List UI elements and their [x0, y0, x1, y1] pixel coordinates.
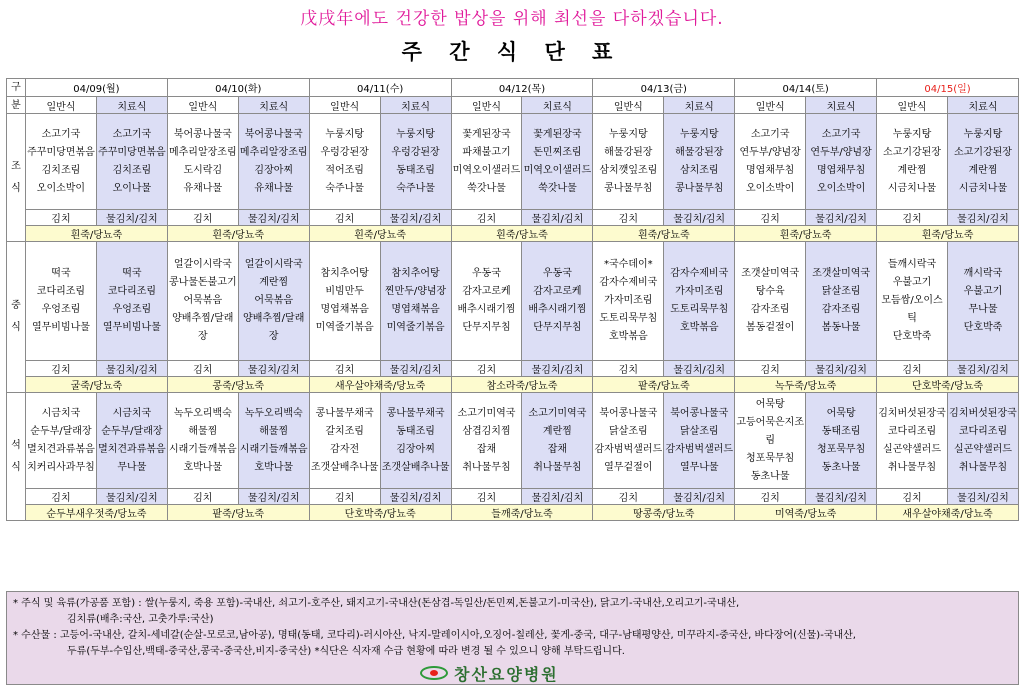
- dinner-therapy-dishes: 김치버섯된장국 코다리조림 실곤약샐러드 취나물무침: [947, 393, 1018, 489]
- lunch-porridge-row: [7, 377, 1019, 393]
- kimchi-general: 김치: [167, 361, 238, 377]
- kimchi-general: 김치: [451, 210, 522, 226]
- notes-line: * 수산물 : 고등어-국내산, 갈치-세네갈(순살-모로코,남아공), 명태(동태, 코다리)-러시아산, 낙지-말레이시아,오징어-칠레산, 꽃게-중국, 대구-남태평양산, 미꾸라지-중국산, 바다장어(신물)-국내산,: [13, 630, 856, 641]
- kimchi-general: 김치: [26, 361, 97, 377]
- type-general: 일반식: [26, 97, 97, 114]
- dinner-therapy-dishes: 콩나물무채국 동태조림 김장아찌 조갯살배추나물: [380, 393, 451, 489]
- kimchi-therapy: 물김치/김치: [947, 361, 1018, 377]
- lunch-general-dishes: 참치추어탕 비빔만두 명엽채볶음 미역줄기볶음: [309, 242, 380, 361]
- lunch-therapy-dishes: 조갯살미역국 닭살조림 감자조림 봄동나물: [806, 242, 877, 361]
- lunch-therapy-dishes: 깨시락국 우불고기 무나물 단호박죽: [947, 242, 1018, 361]
- lunch-general-dishes: 들깨시락국 우불고기 모듬쌈/오이스틱 단호박죽: [877, 242, 948, 361]
- notes-line: 김치류(배추:국산, 고춧가루:국산): [67, 614, 214, 625]
- hospital-logo: [420, 664, 559, 682]
- dinner-dish-row: [7, 393, 1019, 489]
- porridge-cell: 새우살야채죽/당뇨죽: [309, 377, 451, 393]
- dinner-general-dishes: 김치버섯된장국 코다리조림 실곤약샐러드 취나물무침: [877, 393, 948, 489]
- dinner-therapy-dishes: 어묵탕 동태조림 청포묵무침 동초나물: [806, 393, 877, 489]
- breakfast-general-dishes: 누룽지탕 소고기강된장 계란찜 시금치나물: [877, 114, 948, 210]
- dinner-label: 석 식: [7, 393, 26, 521]
- type-therapy: 치료식: [806, 97, 877, 114]
- kimchi-therapy: 물김치/김치: [522, 489, 593, 505]
- kimchi-therapy: 물김치/김치: [522, 210, 593, 226]
- type-general: 일반식: [877, 97, 948, 114]
- lunch-general-dishes: 얼갈이시락국 콩나물돈불고기 어묵볶음 양배추찜/달래장: [167, 242, 238, 361]
- dinner-therapy-dishes: 시금치국 순두부/달래장 멸치견과류볶음 무나물: [96, 393, 167, 489]
- type-therapy: 치료식: [522, 97, 593, 114]
- porridge-cell: 순두부새우젓죽/당뇨죽: [26, 505, 168, 521]
- porridge-cell: 단호박죽/당뇨죽: [877, 377, 1019, 393]
- porridge-cell: 단호박죽/당뇨죽: [309, 505, 451, 521]
- day-date: 04/09(월): [26, 79, 168, 97]
- kimchi-therapy: 물김치/김치: [806, 210, 877, 226]
- dinner-general-dishes: 시금치국 순두부/달래장 멸치견과류볶음 치커리사과무침: [26, 393, 97, 489]
- kimchi-therapy: 물김치/김치: [664, 489, 735, 505]
- kimchi-general: 김치: [167, 210, 238, 226]
- breakfast-therapy-dishes: 누룽지탕 소고기강된장 계란찜 시금치나물: [947, 114, 1018, 210]
- breakfast-therapy-dishes: 소고기국 주꾸미당면볶음 김치조림 오이나물: [96, 114, 167, 210]
- kimchi-therapy: 물김치/김치: [238, 489, 309, 505]
- breakfast-porridge-row: [7, 226, 1019, 242]
- porridge-cell: 흰죽/당뇨죽: [877, 226, 1019, 242]
- kimchi-therapy: 물김치/김치: [238, 361, 309, 377]
- kimchi-general: 김치: [593, 489, 664, 505]
- porridge-cell: 흰죽/당뇨죽: [167, 226, 309, 242]
- kimchi-therapy: 물김치/김치: [238, 210, 309, 226]
- corner-label: 분: [7, 97, 26, 114]
- kimchi-general: 김치: [593, 210, 664, 226]
- porridge-cell: 녹두죽/당뇨죽: [735, 377, 877, 393]
- breakfast-kimchi-row: [7, 210, 1019, 226]
- lunch-dish-row: [7, 242, 1019, 361]
- day-date: 04/15(일): [877, 79, 1019, 97]
- day-date: 04/12(목): [451, 79, 593, 97]
- breakfast-therapy-dishes: 북어콩나물국 메추리알장조림 김장아찌 유채나물: [238, 114, 309, 210]
- lunch-therapy-dishes: 참치추어탕 찐만두/양념장 명엽채볶음 미역줄기볶음: [380, 242, 451, 361]
- lunch-therapy-dishes: 우동국 감자고로케 배추시래기찜 단무지무침: [522, 242, 593, 361]
- kimchi-therapy: 물김치/김치: [380, 210, 451, 226]
- lunch-kimchi-row: [7, 361, 1019, 377]
- dinner-therapy-dishes: 녹두오리백숙 해물찜 시래기들깨볶음 호박나물: [238, 393, 309, 489]
- corner-label: 구: [7, 79, 26, 97]
- breakfast-therapy-dishes: 누룽지탕 우렁강된장 동태조림 숙주나물: [380, 114, 451, 210]
- kimchi-general: 김치: [309, 489, 380, 505]
- kimchi-general: 김치: [26, 489, 97, 505]
- type-general: 일반식: [593, 97, 664, 114]
- type-therapy: 치료식: [380, 97, 451, 114]
- kimchi-general: 김치: [26, 210, 97, 226]
- hospital-name: 창산요양병원: [454, 664, 559, 684]
- porridge-cell: 들깨죽/당뇨죽: [451, 505, 593, 521]
- dinner-kimchi-row: [7, 489, 1019, 505]
- porridge-cell: 참소라죽/당뇨죽: [451, 377, 593, 393]
- kimchi-therapy: 물김치/김치: [664, 210, 735, 226]
- kimchi-therapy: 물김치/김치: [96, 361, 167, 377]
- porridge-cell: 팥죽/당뇨죽: [167, 505, 309, 521]
- lunch-therapy-dishes: 떡국 코다리조림 우엉조림 열무비빔나물: [96, 242, 167, 361]
- type-general: 일반식: [167, 97, 238, 114]
- kimchi-general: 김치: [309, 361, 380, 377]
- kimchi-therapy: 물김치/김치: [947, 489, 1018, 505]
- kimchi-general: 김치: [735, 489, 806, 505]
- kimchi-general: 김치: [735, 361, 806, 377]
- kimchi-general: 김치: [309, 210, 380, 226]
- breakfast-label: 조 식: [7, 114, 26, 242]
- kimchi-therapy: 물김치/김치: [806, 489, 877, 505]
- breakfast-general-dishes: 소고기국 주꾸미당면볶음 김치조림 오이소박이: [26, 114, 97, 210]
- lunch-general-dishes: 조갯살미역국 탕수육 감자조림 봄동겉절이: [735, 242, 806, 361]
- dinner-general-dishes: 녹두오리백숙 해물찜 시래기들깨볶음 호박나물: [167, 393, 238, 489]
- notes-line: 두류(두부-수입산,백태-중국산,콩국-중국산,비지-중국산) *식단은 식자재 수급 현황에 따라 변경 될 수 있으니 양해 부탁드립니다.: [67, 646, 625, 657]
- date-row: [7, 79, 1019, 97]
- dinner-general-dishes: 소고기미역국 삼겹김치찜 잡채 취나물무침: [451, 393, 522, 489]
- lunch-general-dishes: 우동국 감자고로케 배추시래기찜 단무지무침: [451, 242, 522, 361]
- breakfast-dish-row: [7, 114, 1019, 210]
- porridge-cell: 굴죽/당뇨죽: [26, 377, 168, 393]
- breakfast-therapy-dishes: 소고기국 연두부/양념장 명엽채무침 오이소박이: [806, 114, 877, 210]
- breakfast-general-dishes: 누룽지탕 해물강된장 삼치깻잎조림 콩나물무침: [593, 114, 664, 210]
- breakfast-therapy-dishes: 꽃게된장국 돈민찌조림 미역오이샐러드 쑥갓나물: [522, 114, 593, 210]
- lunch-therapy-dishes: 얼갈이시락국 계란찜 어묵볶음 양배추찜/달래장: [238, 242, 309, 361]
- kimchi-therapy: 물김치/김치: [96, 489, 167, 505]
- kimchi-general: 김치: [877, 361, 948, 377]
- type-therapy: 치료식: [238, 97, 309, 114]
- breakfast-general-dishes: 꽃게된장국 파채불고기 미역오이샐러드 쑥갓나물: [451, 114, 522, 210]
- notes-line: * 주식 및 육류(가공품 포함) : 쌀(누룽지, 죽용 포함)-국내산, 쇠고기-호주산, 돼지고기-국내산(돈삼겹-독일산/돈민찌,돈불고기-미국산), 닭고기-국내산,오리고기-국내산,: [13, 598, 740, 609]
- type-row: [7, 97, 1019, 114]
- type-therapy: 치료식: [96, 97, 167, 114]
- kimchi-therapy: 물김치/김치: [522, 361, 593, 377]
- dinner-porridge-row: [7, 505, 1019, 521]
- breakfast-general-dishes: 누룽지탕 우렁강된장 적어조림 숙주나물: [309, 114, 380, 210]
- weekly-menu-table: [6, 78, 1019, 521]
- type-general: 일반식: [309, 97, 380, 114]
- day-date: 04/13(금): [593, 79, 735, 97]
- porridge-cell: 흰죽/당뇨죽: [735, 226, 877, 242]
- page-title: 주 간 식 단 표: [401, 40, 623, 64]
- type-therapy: 치료식: [664, 97, 735, 114]
- kimchi-general: 김치: [451, 489, 522, 505]
- dinner-general-dishes: 북어콩나물국 닭살조림 감자범벅샐러드 열무겉절이: [593, 393, 664, 489]
- lunch-general-dishes: 떡국 코다리조림 우엉조림 열무비빔나물: [26, 242, 97, 361]
- breakfast-therapy-dishes: 누룽지탕 해물강된장 삼치조림 콩나물무침: [664, 114, 735, 210]
- kimchi-general: 김치: [593, 361, 664, 377]
- porridge-cell: 미역죽/당뇨죽: [735, 505, 877, 521]
- type-therapy: 치료식: [947, 97, 1018, 114]
- porridge-cell: 콩죽/당뇨죽: [167, 377, 309, 393]
- kimchi-therapy: 물김치/김치: [380, 489, 451, 505]
- porridge-cell: 흰죽/당뇨죽: [26, 226, 168, 242]
- kimchi-general: 김치: [735, 210, 806, 226]
- porridge-cell: 새우살야채죽/당뇨죽: [877, 505, 1019, 521]
- porridge-cell: 땅콩죽/당뇨죽: [593, 505, 735, 521]
- lunch-therapy-dishes: 감자수제비국 가자미조림 도토리묵무침 호박볶음: [664, 242, 735, 361]
- type-general: 일반식: [451, 97, 522, 114]
- dinner-therapy-dishes: 북어콩나물국 닭살조림 감자범벅샐러드 열무나물: [664, 393, 735, 489]
- day-date: 04/10(화): [167, 79, 309, 97]
- day-date: 04/11(수): [309, 79, 451, 97]
- lunch-general-dishes: *국수데이* 감자수제비국 가자미조림 도토리묵무침 호박볶음: [593, 242, 664, 361]
- day-date: 04/14(토): [735, 79, 877, 97]
- porridge-cell: 팥죽/당뇨죽: [593, 377, 735, 393]
- lunch-label: 중 식: [7, 242, 26, 393]
- kimchi-therapy: 물김치/김치: [806, 361, 877, 377]
- dinner-general-dishes: 콩나물무채국 갈치조림 감자전 조갯살배추나물: [309, 393, 380, 489]
- type-general: 일반식: [735, 97, 806, 114]
- kimchi-therapy: 물김치/김치: [664, 361, 735, 377]
- kimchi-general: 김치: [877, 210, 948, 226]
- dinner-therapy-dishes: 소고기미역국 계란찜 잡채 취나물무침: [522, 393, 593, 489]
- porridge-cell: 흰죽/당뇨죽: [451, 226, 593, 242]
- kimchi-general: 김치: [167, 489, 238, 505]
- porridge-cell: 흰죽/당뇨죽: [593, 226, 735, 242]
- hospital-logo-icon: [420, 666, 448, 680]
- slogan-banner: 戊戌年에도 건강한 밥상을 위해 최선을 다하겠습니다.: [300, 9, 724, 29]
- kimchi-therapy: 물김치/김치: [947, 210, 1018, 226]
- breakfast-general-dishes: 북어콩나물국 메추리알장조림 도시락김 유채나물: [167, 114, 238, 210]
- kimchi-therapy: 물김치/김치: [380, 361, 451, 377]
- kimchi-therapy: 물김치/김치: [96, 210, 167, 226]
- dinner-general-dishes: 어묵탕 고등어묵은지조림 청포묵무침 동초나물: [735, 393, 806, 489]
- kimchi-general: 김치: [877, 489, 948, 505]
- porridge-cell: 흰죽/당뇨죽: [309, 226, 451, 242]
- breakfast-general-dishes: 소고기국 연두부/양념장 명엽채무침 오이소박이: [735, 114, 806, 210]
- kimchi-general: 김치: [451, 361, 522, 377]
